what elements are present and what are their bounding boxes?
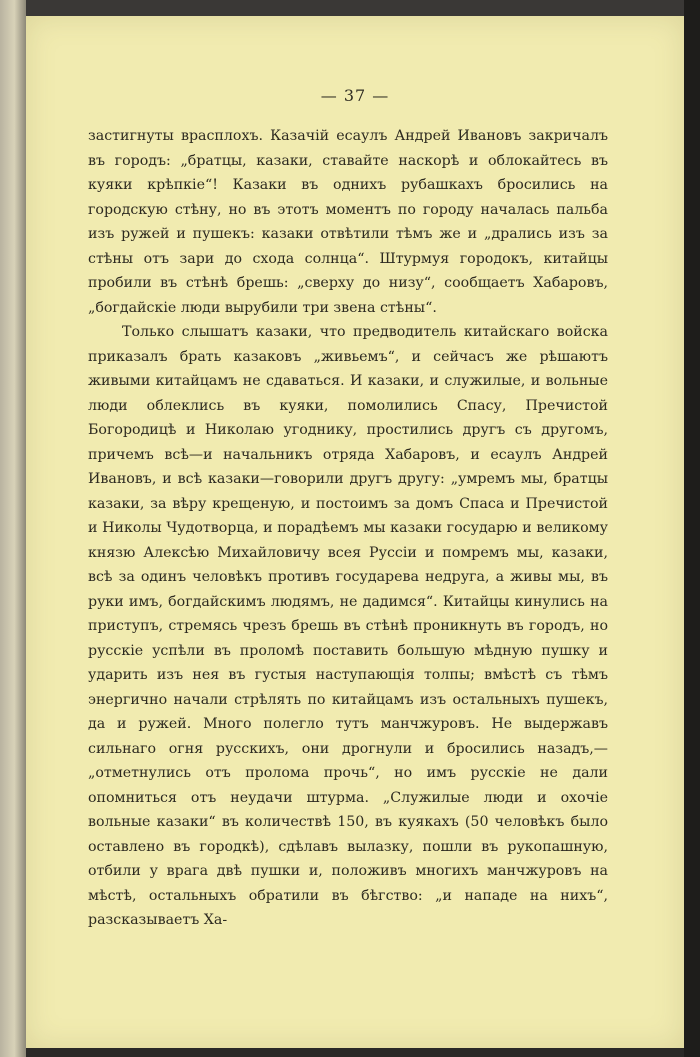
adjacent-page-edge: [0, 0, 26, 1057]
page-number: — 37 —: [320, 86, 390, 105]
background-bottom: [26, 1048, 684, 1057]
background-edge: [684, 0, 700, 1057]
paragraph-2: Только слышатъ казаки, что предводитель китайскаго войска приказалъ брать казаковъ „живьемъ“, и сейчасъ же рѣшаютъ живыми китайцамъ не сдаваться. И казаки, и служилые, и вольные люди облеклись въ куяки, помолились Спасу, Пречистой Богородицѣ и Николаю угоднику, простились другъ съ другомъ, причемъ всѣ—и начальникъ отряда Хабаровъ, и есаулъ Андрей Ивановъ, и всѣ казаки—говорили другъ другу: „умремъ мы, братцы казаки, за вѣру крещеную, и постоимъ за домъ Спаса и Пречистой и Николы Чудотворца, и порадѣемъ мы казаки государю и великому князю Алексѣю Михайловичу всея Руссіи и помремъ мы, казаки, всѣ за одинъ человѣкъ противъ государева недруга, а живы мы, въ руки имъ, богдайскимъ людямъ, не дадимся“. Китайцы кинулись на приступъ, стремясь чрезъ брешь въ стѣнѣ проникнуть въ городъ, но русскіе успѣли въ проломѣ поставить большую мѣдную пушку и ударить изъ нея въ густыя наступающія толпы; вмѣстѣ съ тѣмъ энергично начали стрѣлять по китайцамъ изъ остальныхъ пушекъ, да и ружей. Много полегло тутъ манчжуровъ. Не выдержавъ сильнаго огня русскихъ, они дрогнули и бросились назадъ,—„отметнулись отъ пролома прочь“, но имъ русскіе не дали опомниться отъ неудачи штурма. „Служилые люди и охочіе вольные казаки“ въ количествѣ 150, въ куякахъ (50 человѣкъ было оставлено въ городкѣ), сдѣлавъ вылазку, пошли въ рукопашную, отбили у врага двѣ пушки и, положивъ многихъ манчжуровъ на мѣстѣ, остальныхъ обратили въ бѣгство: „и нападе на нихъ“, разсказываетъ Ха-: [88, 324, 608, 928]
book-page: [26, 16, 684, 1048]
paragraph-1: застигнуты врасплохъ. Казачій есаулъ Андрей Ивановъ закричалъ въ городъ: „братцы, казаки, ставайте наскорѣ и облокайтесь въ куяки крѣпкіе“! Казаки въ однихъ рубашкахъ бросились на городскую стѣну, но въ этотъ моментъ по городу началась пальба изъ ружей и пушекъ: казаки отвѣтили тѣмъ же и „дрались изъ за стѣны отъ зари до схода солнца“. Штурмуя городокъ, китайцы пробили въ стѣнѣ брешь: „сверху до низу“, сообщаетъ Хабаровъ, „богдайскіе люди вырубили три звена стѣны“.: [88, 128, 608, 316]
page-text: [88, 124, 608, 933]
